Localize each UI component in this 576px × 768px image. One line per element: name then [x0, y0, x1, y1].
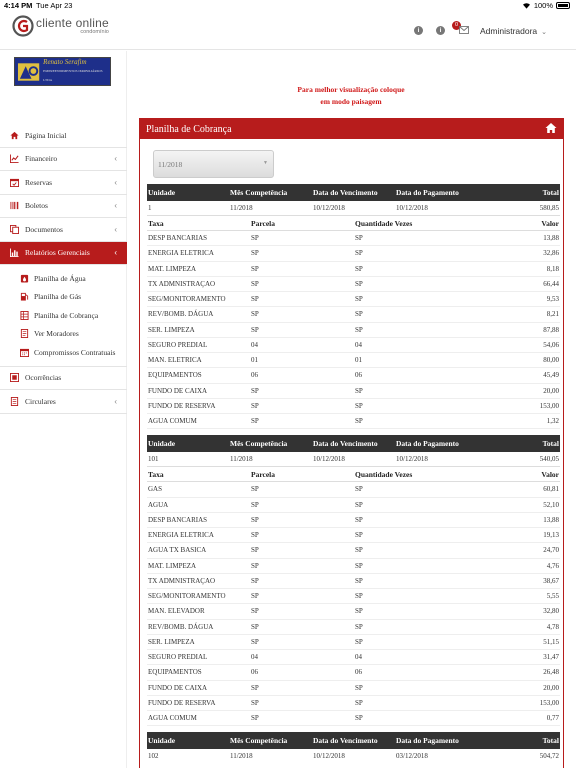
- fee-name: FUNDO DE CAIXA: [148, 683, 208, 692]
- column-header-unidade: Unidade: [148, 188, 176, 197]
- fee-row: [147, 338, 560, 353]
- fee-name: AGUA COMUM: [148, 417, 197, 426]
- fee-row: [147, 384, 560, 399]
- document-list-icon: [10, 397, 19, 406]
- fee-parcela: SP: [251, 401, 259, 410]
- fee-parcela: SP: [251, 592, 259, 601]
- fee-quantidade: 06: [355, 371, 362, 380]
- fee-row: [147, 681, 560, 696]
- fee-row: [147, 262, 560, 277]
- unit-block: [147, 732, 560, 763]
- fee-row: [147, 513, 560, 528]
- submenu-item-label: Planilha de Gás: [34, 292, 82, 302]
- notification-badge: 0: [452, 21, 461, 30]
- fee-row: [147, 604, 560, 619]
- fee-valor: 24,70: [543, 546, 559, 555]
- logo-title: cliente online: [36, 16, 109, 30]
- chevron-left-icon: ‹: [114, 224, 117, 234]
- fee-valor: 66,44: [543, 279, 559, 288]
- fee-parcela: SP: [251, 714, 259, 723]
- fee-row: [147, 665, 560, 680]
- sidebar-item-ocorrencias[interactable]: [0, 367, 127, 391]
- fee-quantidade: 04: [355, 340, 362, 349]
- unit-total: 540,05: [539, 455, 559, 464]
- info-icon[interactable]: i: [414, 26, 423, 35]
- fee-name: EQUIPAMENTOS: [148, 668, 202, 677]
- unit-mes: 11/2018: [230, 752, 253, 761]
- info-icon-2[interactable]: i: [436, 26, 445, 35]
- dropdown-arrow-icon: ▼: [263, 161, 268, 166]
- chevron-down-icon: ‹: [114, 248, 117, 258]
- fee-name: SEGURO PREDIAL: [148, 340, 208, 349]
- fee-name: SEG/MONITORAMENTO: [148, 295, 226, 304]
- fee-name: MAT. LIMPEZA: [148, 561, 197, 570]
- fee-name: FUNDO DE RESERVA: [148, 401, 216, 410]
- column-header-taxa: Taxa: [148, 469, 164, 479]
- unit-pagamento: 03/12/2018: [396, 752, 428, 761]
- submenu-item-planilha-gas[interactable]: [0, 288, 127, 307]
- column-header-quantidade: Quantidade Vezes: [355, 218, 413, 228]
- fee-valor: 9,53: [546, 295, 559, 304]
- fee-row: [147, 650, 560, 665]
- column-header-parcela: Parcela: [251, 218, 276, 228]
- fee-row: [147, 528, 560, 543]
- fee-parcela: SP: [251, 531, 259, 540]
- unit-vencimento: 10/12/2018: [313, 752, 345, 761]
- column-header-quantidade: Quantidade Vezes: [355, 469, 413, 479]
- fee-row: [147, 231, 560, 246]
- fee-row: [147, 482, 560, 497]
- billing-tables: [147, 184, 560, 768]
- fee-quantidade: SP: [355, 234, 363, 243]
- column-header-total: Total: [542, 188, 559, 197]
- fee-valor: 153,00: [539, 401, 559, 410]
- fee-name: GAS: [148, 485, 163, 494]
- sidebar-item-label: Página Inicial: [25, 130, 67, 140]
- unit-unidade: 101: [148, 455, 159, 464]
- unit-mes: 11/2018: [230, 455, 253, 464]
- fee-valor: 8,21: [546, 310, 559, 319]
- unit-vencimento: 10/12/2018: [313, 204, 345, 212]
- fee-header-row: [147, 215, 560, 231]
- fee-quantidade: SP: [355, 546, 363, 555]
- fee-quantidade: SP: [355, 637, 363, 646]
- fee-quantidade: SP: [355, 401, 363, 410]
- fee-quantidade: SP: [355, 698, 363, 707]
- billing-panel: [139, 118, 564, 768]
- fee-parcela: 04: [251, 340, 258, 349]
- fee-parcela: 06: [251, 371, 258, 380]
- submenu-item-label: Planilha de Cobrança: [34, 310, 99, 320]
- fee-row: [147, 711, 560, 726]
- column-header-unidade: Unidade: [148, 736, 176, 746]
- fee-valor: 20,00: [543, 386, 559, 395]
- fee-row: [147, 696, 560, 711]
- fee-name: DESP BANCARIAS: [148, 515, 208, 524]
- fee-name: EQUIPAMENTOS: [148, 371, 202, 380]
- fee-row: [147, 543, 560, 558]
- sidebar-item-financeiro[interactable]: [0, 148, 127, 172]
- bar-chart-icon: [10, 248, 19, 257]
- sidebar-item-boletos[interactable]: [0, 195, 127, 219]
- sidebar-item-circulares[interactable]: [0, 390, 127, 414]
- fee-name: FUNDO DE RESERVA: [148, 698, 216, 707]
- fee-parcela: SP: [251, 576, 259, 585]
- fee-row: [147, 589, 560, 604]
- fee-name: AGUA TX BASICA: [148, 546, 207, 555]
- unit-block: [147, 184, 560, 429]
- fee-parcela: SP: [251, 637, 259, 646]
- fee-quantidade: SP: [355, 310, 363, 319]
- fee-quantidade: SP: [355, 295, 363, 304]
- column-header-unidade: Unidade: [148, 439, 176, 449]
- unit-vencimento: 10/12/2018: [313, 455, 345, 464]
- fee-valor: 8,18: [546, 264, 559, 273]
- sidebar-item-pagina-inicial[interactable]: [0, 124, 127, 148]
- fee-name: TX ADMNISTRAÇAO: [148, 576, 216, 585]
- fee-row: [147, 246, 560, 261]
- fee-valor: 52,10: [543, 500, 559, 509]
- submenu-item-label: Ver Moradores: [34, 329, 79, 339]
- calendar-icon: [20, 348, 29, 357]
- fee-row: [147, 307, 560, 322]
- fee-row: [147, 414, 560, 429]
- status-bar: [0, 0, 576, 12]
- fee-quantidade: SP: [355, 576, 363, 585]
- alert-box-icon: [10, 373, 19, 382]
- fee-quantidade: SP: [355, 325, 363, 334]
- submenu-item-ver-moradores[interactable]: [0, 325, 127, 344]
- submenu-item-planilha-agua[interactable]: [0, 269, 127, 288]
- fee-name: MAT. LIMPEZA: [148, 264, 197, 273]
- fee-valor: 32,80: [543, 607, 559, 616]
- wifi-icon: [522, 2, 531, 9]
- sidebar-item-label: Relatórios Gerenciais: [25, 248, 90, 258]
- fee-parcela: 01: [251, 356, 258, 365]
- fee-quantidade: SP: [355, 279, 363, 288]
- fee-quantidade: SP: [355, 683, 363, 692]
- battery-icon: [556, 2, 570, 9]
- chevron-left-icon: ‹: [114, 177, 117, 187]
- fee-valor: 5,55: [546, 592, 559, 601]
- fee-parcela: SP: [251, 546, 259, 555]
- fee-name: SEG/MONITORAMENTO: [148, 592, 226, 601]
- column-header-taxa: Taxa: [148, 218, 164, 228]
- submenu-item-planilha-cobranca[interactable]: [0, 306, 127, 325]
- unit-header-row: [147, 184, 560, 201]
- fee-name: AGUA: [148, 500, 169, 509]
- fee-quantidade: SP: [355, 714, 363, 723]
- fee-valor: 45,49: [543, 371, 559, 380]
- column-header-mes: Mês Competência: [230, 188, 288, 197]
- fee-name: AGUA COMUM: [148, 714, 197, 723]
- fee-row: [147, 559, 560, 574]
- fee-parcela: SP: [251, 295, 259, 304]
- chevron-left-icon: ‹: [114, 201, 117, 211]
- unit-block: [147, 435, 560, 726]
- fee-row: [147, 323, 560, 338]
- brand-tagline: EMPREENDIMENTOS IMOBILIÁRIOS LTDA: [43, 69, 103, 82]
- submenu-item-label: Planilha de Água: [34, 273, 86, 283]
- fee-name: SER. LIMPEZA: [148, 325, 195, 334]
- fee-valor: 60,81: [543, 485, 559, 494]
- column-header-pagamento: Data do Pagamento: [396, 736, 459, 746]
- column-header-total: Total: [542, 439, 559, 449]
- chevron-down-icon: ⌄: [541, 29, 548, 36]
- mail-icon[interactable]: [459, 26, 469, 34]
- sidebar-item-label: Documentos: [25, 224, 63, 234]
- fee-parcela: SP: [251, 683, 259, 692]
- fee-quantidade: SP: [355, 607, 363, 616]
- user-name: Administradora: [480, 26, 538, 36]
- fee-quantidade: 04: [355, 653, 362, 662]
- unit-mes: 11/2018: [230, 204, 253, 212]
- calendar-check-icon: [10, 178, 19, 187]
- home-icon: [10, 131, 19, 140]
- column-header-total: Total: [542, 736, 559, 746]
- fee-quantidade: SP: [355, 515, 363, 524]
- brand-banner: [14, 57, 111, 86]
- fee-row: [147, 353, 560, 368]
- fee-parcela: SP: [251, 386, 259, 395]
- sidebar-item-label: Ocorrências: [25, 373, 62, 383]
- fee-valor: 0,77: [546, 714, 559, 723]
- fee-valor: 31,47: [543, 653, 559, 662]
- unit-unidade: 1: [148, 204, 152, 212]
- panel-header: [140, 119, 563, 139]
- sidebar-nav: [0, 124, 127, 414]
- submenu-item-compromissos[interactable]: [0, 343, 127, 362]
- document-icon: [20, 329, 29, 338]
- fee-quantidade: SP: [355, 500, 363, 509]
- submenu-item-label: Compromissos Contratuais: [34, 347, 116, 357]
- sidebar-item-label: Circulares: [25, 396, 56, 406]
- column-header-mes: Mês Competência: [230, 439, 288, 449]
- fee-parcela: SP: [251, 234, 259, 243]
- column-header-pagamento: Data do Pagamento: [396, 439, 459, 449]
- unit-total: 504,72: [539, 752, 559, 761]
- sidebar-item-label: Reservas: [25, 177, 53, 187]
- sidebar-item-label: Financeiro: [25, 154, 58, 164]
- panel-title: Planilha de Cobrança: [146, 123, 232, 135]
- fee-quantidade: SP: [355, 592, 363, 601]
- fee-parcela: SP: [251, 607, 259, 616]
- fee-valor: 38,67: [543, 576, 559, 585]
- fee-name: REV/BOMB. DÁGUA: [148, 622, 214, 631]
- fee-quantidade: SP: [355, 249, 363, 258]
- fee-valor: 54,06: [543, 340, 559, 349]
- barcode-icon: [10, 201, 19, 210]
- unit-summary-row: [147, 452, 560, 466]
- fee-parcela: 04: [251, 653, 258, 662]
- logo-subtitle: condomínio: [80, 29, 109, 35]
- line-chart-icon: [10, 154, 19, 163]
- fee-row: [147, 574, 560, 589]
- fee-name: MAN. ELETRICA: [148, 356, 202, 365]
- fee-parcela: SP: [251, 500, 259, 509]
- unit-pagamento: 10/12/2018: [396, 455, 428, 464]
- unit-unidade: 102: [148, 752, 159, 761]
- fee-valor: 4,76: [546, 561, 559, 570]
- column-header-valor: Valor: [541, 469, 559, 479]
- fee-valor: 13,88: [543, 234, 559, 243]
- app-logo[interactable]: [12, 15, 109, 37]
- unit-header-row: [147, 435, 560, 452]
- gas-pump-icon: [20, 292, 29, 301]
- month-select[interactable]: [153, 150, 274, 178]
- top-bar: [0, 12, 576, 50]
- unit-summary-row: [147, 201, 560, 215]
- sidebar-item-label: Boletos: [25, 201, 48, 211]
- unit-total: 580,85: [539, 204, 559, 212]
- column-header-pagamento: Data do Pagamento: [396, 188, 459, 197]
- fee-parcela: SP: [251, 417, 259, 426]
- fee-quantidade: SP: [355, 485, 363, 494]
- sidebar-item-reservas[interactable]: [0, 171, 127, 195]
- chevron-left-icon: ‹: [114, 154, 117, 164]
- fee-row: [147, 635, 560, 650]
- fee-valor: 153,00: [539, 698, 559, 707]
- water-tank-icon: [20, 274, 29, 283]
- fee-parcela: SP: [251, 264, 259, 273]
- brand-name: Renato Serafim: [43, 58, 87, 66]
- fee-parcela: SP: [251, 310, 259, 319]
- home-icon[interactable]: [545, 122, 557, 134]
- fee-row: [147, 292, 560, 307]
- fee-parcela: 06: [251, 668, 258, 677]
- status-date: Tue Apr 23: [36, 1, 73, 10]
- submenu-relatorios: [0, 265, 127, 367]
- column-header-parcela: Parcela: [251, 469, 276, 479]
- fee-valor: 51,15: [543, 637, 559, 646]
- user-menu[interactable]: [480, 26, 547, 36]
- fee-valor: 80,00: [543, 356, 559, 365]
- fee-name: ENERGIA ELETRICA: [148, 249, 214, 258]
- fee-quantidade: 06: [355, 668, 362, 677]
- battery-percent: 100%: [533, 1, 553, 10]
- column-header-vencimento: Data do Vencimento: [313, 736, 378, 746]
- fee-valor: 87,88: [543, 325, 559, 334]
- notice-line-1: Para melhor visualização coloque: [297, 85, 405, 94]
- sidebar-item-relatorios-gerenciais[interactable]: [0, 242, 127, 266]
- fee-name: SER. LIMPEZA: [148, 637, 195, 646]
- unit-summary-row: [147, 749, 560, 763]
- fee-quantidade: SP: [355, 622, 363, 631]
- fee-valor: 26,48: [543, 668, 559, 677]
- column-header-vencimento: Data do Vencimento: [313, 188, 378, 197]
- fee-row: [147, 498, 560, 513]
- column-header-mes: Mês Competência: [230, 736, 288, 746]
- fee-name: SEGURO PREDIAL: [148, 653, 208, 662]
- sidebar-item-documentos[interactable]: [0, 218, 127, 242]
- status-time: 4:14 PM: [4, 1, 33, 10]
- fee-valor: 1,32: [546, 417, 559, 426]
- fee-parcela: SP: [251, 698, 259, 707]
- notice-line-2: em modo paisagem: [320, 97, 382, 106]
- fee-name: ENERGIA ELETRICA: [148, 531, 214, 540]
- fee-parcela: SP: [251, 561, 259, 570]
- fee-name: DESP BANCARIAS: [148, 234, 208, 243]
- fee-valor: 20,00: [543, 683, 559, 692]
- fee-quantidade: SP: [355, 531, 363, 540]
- fee-quantidade: 01: [355, 356, 362, 365]
- fee-row: [147, 399, 560, 414]
- landscape-notice: [270, 84, 432, 108]
- fee-header-row: [147, 466, 560, 482]
- unit-pagamento: 10/12/2018: [396, 204, 428, 212]
- fee-quantidade: SP: [355, 386, 363, 395]
- fee-parcela: SP: [251, 515, 259, 524]
- column-header-valor: Valor: [541, 218, 559, 228]
- fee-row: [147, 620, 560, 635]
- chevron-left-icon: ‹: [114, 396, 117, 406]
- fee-row: [147, 277, 560, 292]
- fee-valor: 32,86: [543, 249, 559, 258]
- fee-parcela: SP: [251, 279, 259, 288]
- fee-valor: 13,88: [543, 515, 559, 524]
- fee-valor: 19,13: [543, 531, 559, 540]
- status-right: [522, 1, 570, 10]
- column-header-vencimento: Data do Vencimento: [313, 439, 378, 449]
- fee-quantidade: SP: [355, 264, 363, 273]
- fee-quantidade: SP: [355, 417, 363, 426]
- fee-valor: 4,78: [546, 622, 559, 631]
- fee-row: [147, 368, 560, 383]
- brand-logo-icon: [17, 62, 40, 82]
- fee-parcela: SP: [251, 485, 259, 494]
- fee-parcela: SP: [251, 325, 259, 334]
- documents-icon: [10, 225, 19, 234]
- fee-quantidade: SP: [355, 561, 363, 570]
- spreadsheet-icon: [20, 311, 29, 320]
- fee-parcela: SP: [251, 249, 259, 258]
- fee-name: FUNDO DE CAIXA: [148, 386, 208, 395]
- logo-mark-icon: [12, 15, 34, 37]
- fee-name: REV/BOMB. DÁGUA: [148, 310, 214, 319]
- fee-name: MAN. ELEVADOR: [148, 607, 205, 616]
- fee-parcela: SP: [251, 622, 259, 631]
- fee-name: TX ADMNISTRAÇAO: [148, 279, 216, 288]
- month-select-value: 11/2018: [158, 159, 183, 169]
- unit-header-row: [147, 732, 560, 749]
